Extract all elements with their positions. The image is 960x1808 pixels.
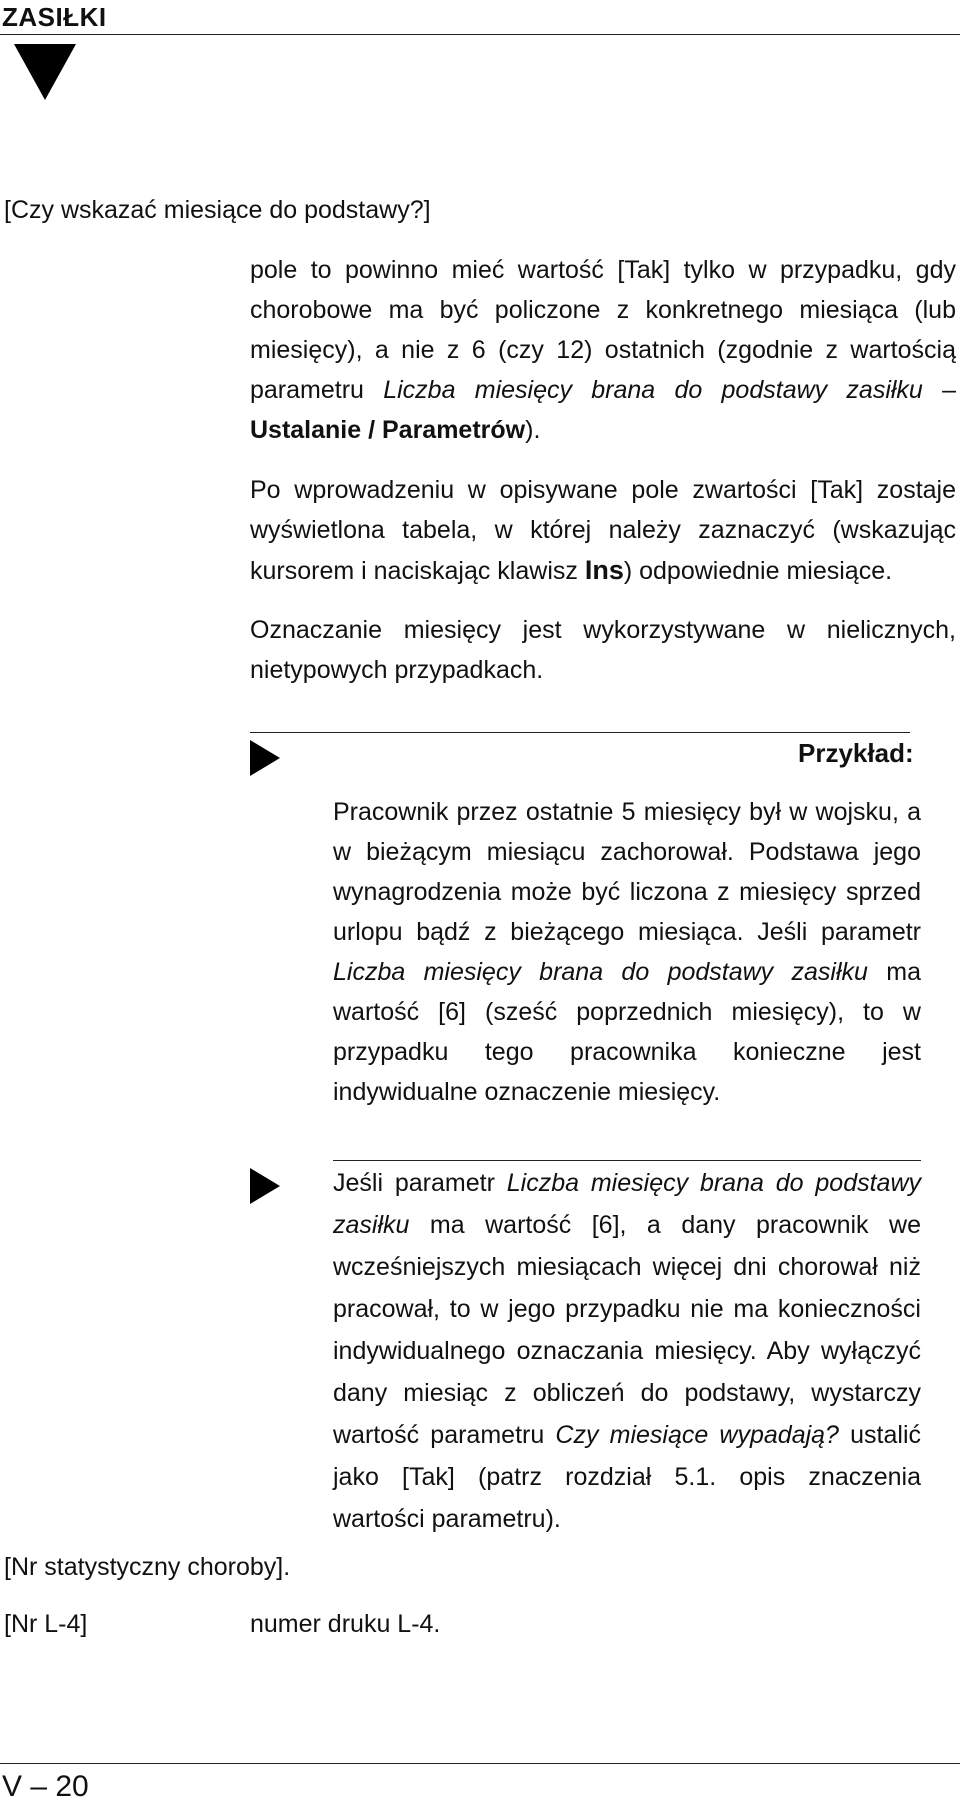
example-body-end: ma wartość [6] (sześć poprzednich miesięcy), to w przypadku tego pracownika konieczne jest indywidualne oznaczenie miesięcy.: [333, 958, 921, 1106]
example-body: Pracownik przez ostatnie 5 miesięcy był w wojsku, a w bieżącym miesiącu zachorował. Podstawa jego wynagrodzenia może być liczona z miesięcy sprzed urlopu bądź z bieżącego miesiąca. Jeśli parametr: [333, 798, 921, 946]
example-heading: Przykład:: [798, 738, 914, 768]
header-rule: [0, 34, 960, 35]
field-description-usage: Oznaczanie miesięcy jest wykorzystywane w nielicznych, nietypowych przypadkach.: [250, 616, 956, 684]
footer-rule: [0, 1763, 960, 1764]
field-description-months: [250, 250, 956, 450]
triangle-down-icon: [14, 44, 76, 100]
note-body-end: ustalić jako [Tak] (patrz rozdział 5.1. opis znaczenia wartości parametru).: [333, 1421, 921, 1533]
section-title: ZASIŁKI: [2, 2, 107, 32]
page-number: V – 20: [2, 1770, 89, 1803]
note-rule: [333, 1160, 921, 1161]
param-name: Czy miesiące wypadają?: [555, 1421, 839, 1449]
field-label-l4: [Nr L-4]: [4, 1610, 88, 1638]
arrow-right-icon: [250, 740, 280, 776]
example-rule: [250, 732, 910, 733]
param-name: Liczba miesięcy brana do podstawy zasiłku: [383, 376, 923, 404]
note-text: [333, 1162, 921, 1540]
arrow-right-icon: [250, 1168, 280, 1204]
field-description-l4: numer druku L-4.: [250, 1610, 441, 1638]
desc-text: Po wprowadzeniu w opisywane pole zwartości [Tak] zostaje wyświetlona tabela, w której należy zaznaczyć (wskazując kursorem i naciskając klawisz: [250, 476, 956, 585]
param-name: Liczba miesięcy brana do podstawy zasiłku: [333, 958, 868, 986]
field-label-stat: [Nr statystyczny choroby].: [4, 1553, 291, 1581]
param-name: Liczba miesięcy brana do podstawy zasiłku: [333, 1169, 921, 1239]
menu-path: Ustalanie / Parametrów: [250, 416, 526, 444]
field-label-months: [Czy wskazać miesiące do podstawy?]: [4, 196, 431, 224]
key-ins: Ins: [584, 555, 624, 585]
note-body: ma wartość [6], a dany pracownik we wcześniejszych miesiącach więcej dni chorował niż pracował, to w jego przypadku nie ma konieczności indywidualnego oznaczania miesięcy. Aby wyłączyć dany miesiąc z obliczeń do podstawy, wystarczy wartość parametru: [333, 1211, 921, 1449]
desc-text: pole to powinno mieć wartość [Tak] tylko w przypadku, gdy chorobowe ma być policzone z konkretnego miesiąca (lub miesięcy), a nie z 6 (czy 12) ostatnich (zgodnie z wartością parametru: [250, 256, 956, 404]
desc-end: ) odpowiednie miesiące.: [623, 557, 893, 585]
desc-end: ).: [525, 416, 541, 444]
dash: –: [922, 376, 957, 404]
note-body: Jeśli parametr: [333, 1169, 507, 1197]
example-text: [333, 792, 921, 1112]
field-description-table: [250, 470, 956, 591]
